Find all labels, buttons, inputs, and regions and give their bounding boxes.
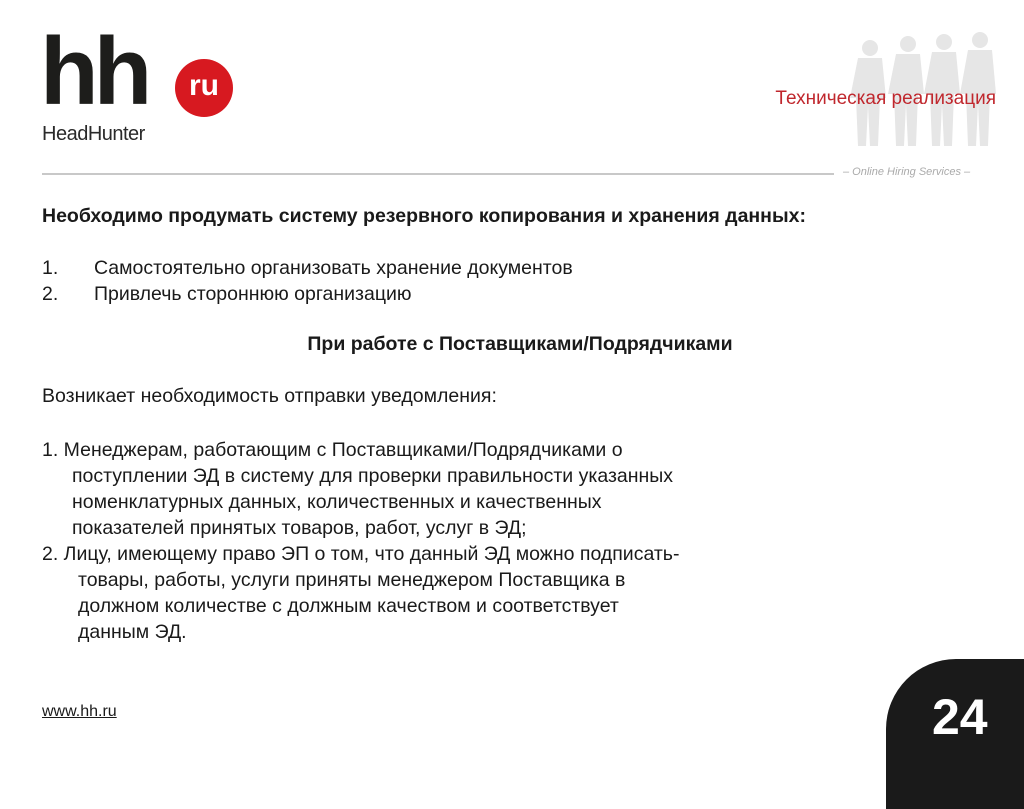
suppliers-subheading: При работе с Поставщиками/Подрядчиками — [307, 333, 733, 355]
logo-ru-badge: ru — [175, 59, 233, 117]
list-item — [42, 257, 573, 283]
list-item — [42, 541, 679, 645]
list-item-text: поступлении ЭД в систему для проверки правильности указанных — [72, 465, 674, 487]
list-item-number: 2. — [42, 283, 59, 305]
list-item — [42, 283, 573, 309]
section-title: Техническая реализация — [775, 88, 996, 109]
list-item-text: номенклатурных данных, количественных и качественных — [72, 491, 602, 513]
backup-heading: Необходимо продумать систему резервного копирования и хранения данных: — [42, 205, 806, 227]
logo-brand-name: HeadHunter — [42, 123, 145, 145]
tagline: – Online Hiring Services – — [843, 166, 971, 178]
page-number: 24 — [932, 689, 988, 745]
list-item — [42, 437, 679, 541]
list-item-text: данным ЭД. — [78, 621, 187, 643]
list-item-text: 2. Лицу, имеющему право ЭП о том, что данный ЭД можно подписать- — [42, 543, 680, 565]
hh-logo — [40, 18, 250, 145]
website-link[interactable]: www.hh.ru — [42, 703, 117, 720]
notification-intro: Возникает необходимость отправки уведомления: — [42, 385, 497, 407]
header-divider — [42, 173, 834, 175]
logo-mark: hh — [40, 18, 148, 125]
list-item-text: товары, работы, услуги приняты менеджером Поставщика в — [78, 569, 626, 591]
notifications-list — [42, 437, 679, 645]
storage-options-list — [42, 257, 573, 309]
list-item-text: Самостоятельно организовать хранение документов — [94, 257, 573, 279]
list-item-text: должном количестве с должным качеством и соответствует — [78, 595, 619, 617]
list-item-text: показателей принятых товаров, работ, услуг в ЭД; — [72, 517, 527, 539]
list-item-number: 1. — [42, 257, 59, 279]
list-item-text: Привлечь стороннюю организацию — [94, 283, 412, 305]
list-item-text: 1. Менеджерам, работающим с Поставщиками/Подрядчиками о — [42, 439, 623, 461]
